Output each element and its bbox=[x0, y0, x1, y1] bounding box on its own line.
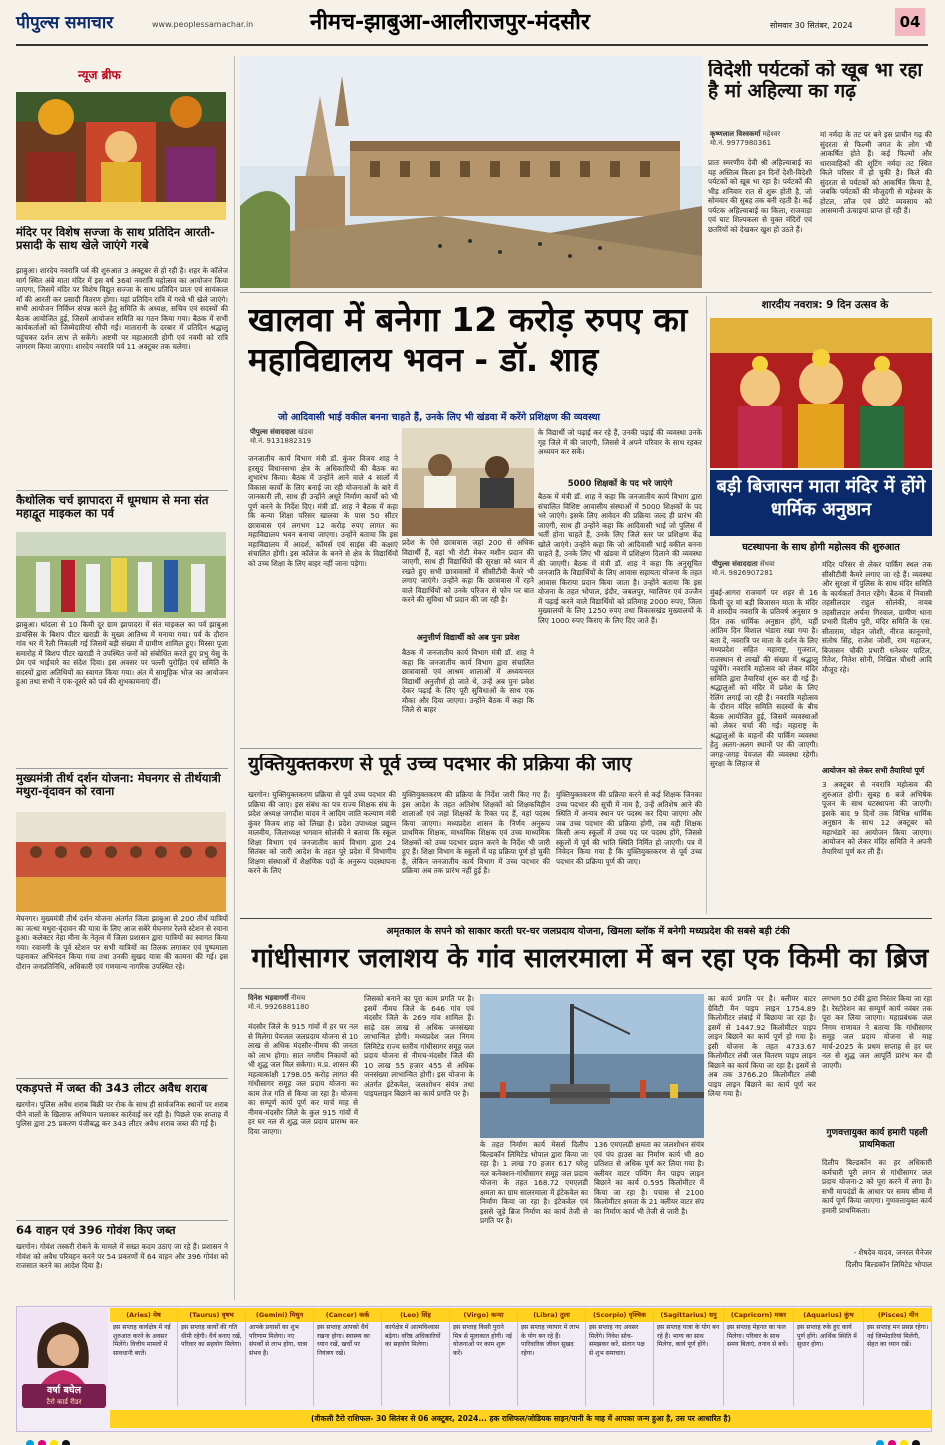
bridge-subhead: गुणवत्तायुक्त कार्य हमारी पहली प्राथमिकता bbox=[826, 1128, 928, 1150]
bijasan-byline-mobile: मो.नं. 9826907281 bbox=[712, 569, 774, 577]
brief-5-headline: 64 वाहन एवं 396 गोवंश किए जब्त bbox=[16, 1224, 176, 1237]
bridge-body-4: 136 एमएलडी क्षमता का जलशोधन संयंत्र एवं पंप हाउस का निर्माण कार्य भी 80 प्रतिशत से अधिक पूर्ण कर लिया गया है। क्लीयर वाटर पम्पिंग मैन पाइप लाइन बिछाने का कार्य 0.595 किलोमीटर में किया जा रहा है। पचास से 2100 किलोमीटर क्षमता के 21 क्लीयर वाटर संप का निर्माण कार्य भी तेजी से जारी है। bbox=[594, 1140, 704, 1216]
college-body-5: बैठक में मंत्री डॉ. शाह ने कहा कि जनजातीय कार्य विभाग द्वारा संचालित विशिष्ट आवासीय संस्थाओं में 5000 शिक्षकों के पद भरे जाएंगे। इसके लिए आवेदन की प्रक्रिया जल्द ही प्रारंभ की जाएगी, साथ ही उन्होंने कहा कि आदिवासी भाई जो पुलिस में भर्ती होना चाहते हैं, उनके लिए जिले स्तर पर प्रशिक्षण केंद्र खोले जाएंगे। उन्होंने कहा कि जो आदिवासी भाई वकील बनना चाहते हैं, उनके लिए भी खंडवा में प्रशिक्षण दिलाने की व्यवस्था की जाएगी। बैठक में मंत्री डॉ. शाह ने कहा कि अनुसूचित जनजाति के विद्यार्थियों के लिए आवास सहायता योजना के तहत आवास किराया प्रदान किया जाता है। उन्होंने बताया कि इस योजना के तहत भोपाल, इंदौर, जबलपुर, ग्वालियर एवं उज्जैन में पढ़ाई करने वाले विद्यार्थियों को प्रतिमाह 2000 रुपए, जिला मुख्यालयों के लिए 1250 रुपए तथा विकासखंड मुख्यालयों के लिए 1000 रुपए किराए के लिए दिए जाते हैं। bbox=[538, 492, 702, 625]
zodiac-capricorn bbox=[724, 1308, 794, 1406]
rationalization-body-3: युक्तियुक्तकरण की प्रक्रिया करने से कई शिक्षक जिनका उच्च पदभार की सूची में नाम है, उन्हें अतिशेष आने की स्थिति में अन्यत्र स्थान पर पदस्थ कर दिया जाएगा और जब उच्च पदभार की प्रक्रिया होगी, तब वही शिक्षक किसी अन्य स्कूलों में उच्च पद पर पदस्थ होंगे, जिससे स्कूलों में पूर्व की भांति स्थिति निर्मित हो जाएगी। पत्र में निवेदन किया गया है कि युक्तियुक्तकरण से पूर्व उच्च पदभार की प्रक्रिया पूर्ण की जाए। bbox=[556, 790, 702, 866]
masthead bbox=[0, 0, 945, 46]
tourism-body-2: मां नर्मदा के तट पर बने इस प्राचीन गढ़ की सुंदरता से फिल्मी जगत के लोग भी आकर्षित होते हैं। कई फिल्मों और धारावाहिकों की शूटिंग नर्मदा तट स्थित किले परिसर में हो चुकी है। किले की सुंदरता से पर्यटकों को आकर्षित किया है, जबकि पर्यटकों की मौजूदगी से महेश्वर के होटल, लॉज एवं छोटे व्यवसाय को आसमानी ऊंचाइयां प्राप्त हो रही हैं। bbox=[820, 130, 932, 215]
zodiac-leo-name: (Leo) सिंह bbox=[382, 1308, 449, 1322]
college-body-3: बैठक में जनजातीय कार्य विभाग मंत्री डॉ. शाह ने कहा कि जनजातीय कार्य विभाग द्वारा संचालित छात्रावासों एवं आश्रम शालाओं में अध्ययनरत विद्यार्थी अनुत्तीर्ण हो जाते थे, उन्हें अब पुनः प्रवेश देकर पढ़ाई के लिए पूरी सुविधाओं के साथ एक मौका और दिया जाएगा। उन्होंने बैठक में कहा कि जिले से बाहर bbox=[402, 648, 534, 714]
bridge-quote-org: दिलीप बिल्डकॉन लिमिटेड भोपाल bbox=[845, 1260, 932, 1269]
college-byline-name: पीपुल्स संवाददाता bbox=[250, 428, 296, 436]
bridge-byline-name: दिनेश भड़वागर्गी bbox=[248, 994, 289, 1002]
zodiac-pisces-text: इस सप्ताह मन प्रसन्न रहेगा। नई जिम्मेदारियां मिलेंगी, सेहत का ध्यान रखें। bbox=[867, 1324, 929, 1349]
rationalization-body-1: खरगोन। युक्तियुक्तकरण प्रक्रिया से पूर्व उच्च पदभार की प्रक्रिया की जाए। इस संबंध का पत्र राज्य शिक्षक संघ के प्रदेश अध्यक्ष जगदीश यादव ने आदिम जाति कल्याण मंत्री कुंवर विजय शाह को लिखा है। प्रदेश उपाध्यक्ष प्रद्युम्न मालवीय, जिलाध्यक्ष भगवान सोलंकी ने बताया कि स्कूल शिक्षा विभाग एवं जनजातीय कार्य विभाग द्वारा 24 सितंबर को जारी आदेश के तहत पूरे प्रदेश में विभागीय शिक्षण संस्थाओं में शैक्षणिक पदों के अनुरूप पदस्थापना करने के लिए bbox=[248, 790, 396, 875]
masthead-site[interactable]: www.peoplessamachar.in bbox=[152, 20, 254, 29]
college-headline: खालवा में बनेगा 12 करोड़ रुपए का महाविद्यालय भवन - डॉ. शाह bbox=[248, 300, 688, 379]
astrologer-name: वर्षा बघेल bbox=[46, 1385, 82, 1396]
rationalization-body-2: युक्तियुक्तकरण की प्रक्रिया के निर्देश जारी किए गए हैं। इस आदेश के तहत अतिशेष शिक्षकों को शिक्षकविहीन शालाओं एवं जहां शिक्षकों के रिक्त पद हैं, वहां पदस्थ किया जाएगा। मध्यप्रदेश शासन के निर्णय अनुरूप प्राथमिक शिक्षक, माध्यमिक शिक्षक एवं उच्च माध्यमिक शिक्षकों को उच्च पदभार प्रदान करने के निर्देश भी जारी हुए हैं। शिक्षा विभाग के स्कूलों में यह प्रक्रिया पूर्ण हो चुकी है, लेकिन जनजातीय कार्य विभाग में उच्च पदभार की प्रक्रिया अब तक प्रारंभ नहीं हुई है। bbox=[402, 790, 550, 875]
temple-decoration-photo bbox=[16, 92, 226, 220]
edition-title: नीमच-झाबुआ-आलीराजपुर-मंदसौर bbox=[310, 10, 590, 35]
zodiac-virgo-name: (Virgo) कन्या bbox=[450, 1308, 517, 1322]
brief-1-body: झाबुआ। शारदेय नवरात्रि पर्व की शुरुआत 3 अक्टूबर से हो रही है। शहर के कॉलेज मार्ग स्थित अंबे माता मंदिर में इस वर्ष 36वां नवरात्रि महोत्सव का आयोजन किया जाएगा, जिसमें मंदिर पर विशेष विद्युत सज्जा के साथ प्रतिदिन प्रातः एवं सायंकाल माँ की आरती कर प्रसादी वितरण होगा। यहां प्रतिदिन रात्रि में गरबे भी खेले जाएंगे। सभी आयोजन निर्विघ्न संपन्न करने हेतु समिति के अध्यक्ष, सचिव एवं सदस्यों की बैठक आयोजित हुई, जिसमें आयोजन समिति का गठन किया गया। बैठक में सभी कार्यकर्ताओं को जिम्मेदारियां सौंपी गईं। मातारानी के दरबार में प्रतिदिन श्रद्धालु पहुंचकर दर्शन लाभ ले सकेंगे। अष्टमी पर महाआरती होगी एवं नवमी को रात्रि जागरण किया जाएगा। शारदेय नवरात्रि पर्व 11 अक्टूबर तक चलेगा। bbox=[16, 266, 228, 351]
bridge-quote-by: - शैषदेव यादव, जनरल मैनेजर bbox=[853, 1248, 932, 1257]
bijasan-headline: बड़ी बिजासन माता मंदिर में होंगे धार्मिक अनुष्ठान bbox=[716, 476, 926, 520]
zodiac-aries-name: (Aries) मेष bbox=[110, 1308, 177, 1322]
zodiac-pisces bbox=[864, 1308, 932, 1406]
zodiac-cancer bbox=[314, 1308, 382, 1406]
tourism-byline-mobile: मो.नं. 9977980361 bbox=[710, 139, 772, 147]
bijasan-byline bbox=[712, 560, 822, 584]
zodiac-pisces-name: (Pisces) मीन bbox=[864, 1308, 932, 1322]
bridge-body-3: के तहत निर्माण कार्य मेसर्स दिलीप बिल्डकॉन लिमिटेड भोपाल द्वारा किया जा रहा है। 1 लाख 70 हजार 617 घरेलू नल कनेक्शन-गांधीसागर समूह जल प्रदाय योजना के तहत 168.72 एमएलडी क्षमता का ग्राम सालरमाला में इंटेकवेल का निर्माण किया जा रहा है। इंटेकवेल एवं इससे जुड़े ब्रिज निर्माण का कार्य तेजी से प्रगति पर है। bbox=[480, 1140, 588, 1225]
brief-3-headline: मुख्यमंत्री तीर्थ दर्शन योजना: मेघनगर से तीर्थयात्री मथुरा-वृंदावन को रवाना bbox=[16, 772, 221, 798]
zodiac-sagittarius-name: (Sagittarius) धनु bbox=[654, 1308, 723, 1322]
zodiac-aries-text: इस सप्ताह कार्यक्षेत्र में नई शुरुआत करने के अवसर मिलेंगे। वित्तीय मामलों में सावधानी बरतें। bbox=[113, 1324, 171, 1357]
tourism-byline-place: महेश्वर bbox=[762, 130, 781, 138]
brief-2-body: झाबुआ। थांदला से 10 किमी दूर ग्राम झापादरा में संत माइकल का पर्व झाबुआ डायसिस के बिशप पीटर खराडी के मुख्य आतिथ्य में मनाया गया। पर्व के दौरान गांव भर में रैली निकाली गई जिसमें बड़ी संख्या में ग्रामीण शामिल हुए। मिस्सा पूजा समारोह में बिशप पीटर खराडी ने उपस्थित जनों को संबोधित करते हुए प्रभु येसु के प्रेम एवं भाईचारे का संदेश दिया। इस अवसर पर पल्ली पुरोहित एवं समिति के सदस्यों द्वारा अतिथियों का स्वागत किया गया। अंत में सामूहिक भोज का आयोजन हुआ तथा सभी ने एक-दूसरे को पर्व की शुभकामनाएं दीं। bbox=[16, 620, 228, 686]
astrologer-title: टैरो कार्ड रीडर bbox=[46, 1398, 82, 1406]
zodiac-capricorn-name: (Capricorn) मकर bbox=[724, 1308, 793, 1322]
zodiac-leo-text: कार्यक्षेत्र में आत्मविश्वास बढ़ेगा। वरिष्ठ अधिकारियों का सहयोग मिलेगा। bbox=[385, 1324, 441, 1349]
bridge-byline bbox=[248, 994, 358, 1018]
zodiac-aries bbox=[110, 1308, 178, 1406]
zodiac-libra-text: इस सप्ताह व्यापार में लाभ के योग बन रहे हैं। पारिवारिक जीवन सुखद रहेगा। bbox=[521, 1324, 580, 1357]
college-body-1: जनजातीय कार्य विभाग मंत्री डॉ. कुंवर विजय शाह ने हरसूद विधानसभा क्षेत्र के अधिकारियों की बैठक का शुभारंभ किया। बैठक में उन्होंने आने वाले 4 सालों में विकास कार्यों के लिए बनाई जा रही योजनाओं के बारे में जानकारी ली, साथ ही उन्होंने अधूरे निर्माण कार्यों को भी पूर्ण करने के निर्देश दिए। मंत्री डॉ. शाह ने बैठक में कहा कि कन्या शिक्षा परिसर खालवा के पास 50 सीटर छात्रावास एवं लगभग 12 करोड़ रुपए लागत का महाविद्यालय भवन बनाया जाएगा। उन्होंने बताया कि इस महाविद्यालय में आदर्श, कॉमर्स एवं साइंस की कक्षाएं संचालित होंगी। इस कॉलेज के बनने से क्षेत्र के विद्यार्थियों को उच्च शिक्षा के लिए बाहर नहीं जाना पड़ेगा। bbox=[248, 454, 398, 568]
college-byline-mobile: मो.नं. 9131882319 bbox=[250, 437, 312, 445]
zodiac-leo bbox=[382, 1308, 450, 1406]
zodiac-virgo bbox=[450, 1308, 518, 1406]
bridge-body-6: लगभग 50 टंकी द्वारा निरंतर किया जा रहा है। रेस्टोरेशन का सम्पूर्ण कार्य नवंबर तक पूरा कर लिया जाएगा। महाप्रबंधक जल निगम राणावत ने बताया कि गांधीसागर समूह जल प्रदाय योजना से माह मार्च-2025 के प्रथम सप्ताह से हर घर नल से शुद्ध जल आपूर्ति प्रारंभ कर दी जाएगी। bbox=[822, 994, 932, 1070]
bijasan-subhead: घटस्थापना के साथ होगी महोत्सव की शुरुआत bbox=[742, 542, 900, 553]
zodiac-libra bbox=[518, 1308, 586, 1406]
zodiac-cancer-text: इस सप्ताह आपको धैर्य रखना होगा। स्वास्थ्य का ध्यान रखें, खर्चों पर नियंत्रण रखें। bbox=[317, 1324, 370, 1357]
brief-4-headline: एकड़पत्ते में जब्त की 343 लीटर अवैध शराब bbox=[16, 1082, 208, 1095]
college-subhead: जो आदिवासी भाई वकील बनना चाहते हैं, उनके लिए भी खंडवा में करेंगे प्रशिक्षण की व्यवस्था bbox=[278, 412, 600, 423]
zodiac-scorpio bbox=[586, 1308, 654, 1406]
college-subhead-3: 5000 शिक्षकों के पद भरे जाएंगे bbox=[567, 479, 673, 489]
tourism-byline-name: कृष्णलाल विश्वकर्मा bbox=[710, 130, 761, 138]
bridge-headline: गांधीसागर जलाशय के गांव सालरमाला में बन रहा एक किमी का ब्रिज bbox=[251, 944, 929, 974]
college-byline bbox=[250, 428, 400, 452]
print-registration-marks bbox=[0, 1434, 945, 1444]
zodiac-gemini-text: आपके प्रयासों का शुभ परिणाम मिलेगा। नए संपर्कों से लाभ होगा, यात्रा संभव है। bbox=[249, 1324, 308, 1357]
page-number: 04 bbox=[895, 8, 925, 36]
brief-1-headline: मंदिर पर विशेष सज्जा के साथ प्रतिदिन आरती-प्रसादी के साथ खेले जाएंगे गरबे bbox=[16, 226, 215, 252]
astrologer-name-box bbox=[22, 1384, 106, 1408]
zodiac-scorpio-text: इस सप्ताह नए अवसर मिलेंगे। निवेश सोच-समझकर करें, संतान पक्ष से शुभ समाचार। bbox=[589, 1324, 645, 1357]
masthead-logo: पीपुल्स समाचार bbox=[16, 13, 114, 33]
bridge-byline-mobile: मो.नं. 9926881180 bbox=[248, 1003, 310, 1011]
zodiac-taurus-name: (Taurus) वृषभ bbox=[178, 1308, 245, 1322]
bridge-body-7: दिलीप बिल्डकॉन का हर अधिकारी कर्मचारी पूरी लगन से गांधीसागर जल प्रदाय योजना-2 को पूरा करने में लगा है। सभी मापदंडों के आधार पर समय सीमा में कार्य पूर्ण किया जाएगा। गुणवत्तायुक्त कार्य हमारी प्राथमिकता। bbox=[822, 1158, 932, 1215]
brief-5-body: खरगोन। गोवंश तस्करी रोकने के मामले में सख्त कदम उठाए जा रहे हैं। प्रशासन ने गोवंश को अवैध परिवहन करने पर 54 प्रकरणों में 64 वाहन और 396 गोवंश को राजसात करने का आदेश दिया है। bbox=[16, 1242, 228, 1270]
zodiac-taurus bbox=[178, 1308, 246, 1406]
bijasan-body-3: 3 अक्टूबर से नवरात्रि महोत्सव की शुरुआत होगी। सुबह 6 बजे अभिषेक पूजन के साथ घटस्थापना की जाएगी। इसके बाद 9 दिनों तक विभिन्न धार्मिक अनुष्ठान के साथ 12 अक्टूबर को महाभंडारे का आयोजन किया जाएगा। आयोजन को लेकर मंदिर समिति ने अपनी तैयारियां पूर्ण कर ली हैं। bbox=[822, 780, 932, 856]
maheshwar-fort-photo bbox=[240, 56, 702, 288]
zodiac-sagittarius bbox=[654, 1308, 724, 1406]
bridge-body-5: का कार्य प्रगति पर है। क्लीयर वाटर ग्रेविटी मैन पाइप लाइन 1754.89 किलोमीटर लंबाई में बिछाया जा रहा है। इसमें से 1447.92 किलोमीटर पाइप लाइन बिछाने का कार्य पूर्ण हो गया है। इसी योजना के तहत 4733.67 किलोमीटर लंबी जल वितरण पाइप लाइन बिछाने का कार्य किया जा रहा है। इसमें से अब तक 3766.20 किलोमीटर लंबी पाइप लाइन बिछाने का कार्य पूर्ण कर लिया गया है। bbox=[708, 994, 816, 1098]
masthead-date: सोमवार 30 सितंबर, 2024 bbox=[770, 21, 853, 30]
bridge-body-2: जिसको बनाने का पूरा काम प्रगति पर है। इसमें नीमच जिले के 646 गांव एवं मंदसौर जिले के 269 गांव शामिल हैं। साढ़े दस लाख से अधिक जनसंख्या लाभान्वित होगी। मध्यप्रदेश जल निगम लिमिटेड राज्य स्तरीय गांधीसागर समूह जल प्रदाय योजना से नीमच-मंदसौर जिले की 10 लाख 55 हजार 455 से अधिक जनसंख्या लाभान्वित होगी। इस योजना के अंतर्गत इंटेकवेल, जलशोधन संयंत्र तथा पाइपलाइन बिछाने का कार्य प्रगति पर है। bbox=[364, 994, 474, 1098]
bijasan-body-1: मुंबई-आगरा राजमार्ग पर शहर से 16 किमी दूर मां बड़ी बिजासन माता के मंदिर में शारदीय नवरात्रि के प्रतिवर्ष अनुसार 9 दिन तक धार्मिक अनुष्ठान होंगे, यहीं आंतिम दिन विशाल भंडारा रखा गया है। बता दें, नवरात्रि पर माता के दर्शन के लिए मध्यप्रदेश सहित महाराष्ट्र, गुजरात, राजस्थान से लाखों की संख्या में श्रद्धालु पहुंचेंगे। नवरात्रि महोत्सव को लेकर मंदिर समिति द्वारा तैयारियां शुरू कर दी गई हैं। श्रद्धालुओं को मंदिर में प्रवेश के लिए रेलिंग लगाई जा रही है। नवरात्रि महोत्सव के दौरान मंदिर समिति सदस्यों के बीच बैठक आयोजित हुई, जिसमें व्यवस्थाओं को लेकर चर्चा की गई। महाराष्ट्र के श्रद्धालुओं के वाहनों की पार्किंग व्यवस्था हेतु अलग-अलग स्थानों पर की जाएगी। जगह-जगह पेयजल की व्यवस्था रहेगी। सुरक्षा के लिहाज से bbox=[710, 588, 818, 768]
zodiac-gemini bbox=[246, 1308, 314, 1406]
zodiac-virgo-text: इस सप्ताह किसी पुराने मित्र से मुलाकात होगी। नई योजनाओं पर काम शुरू करें। bbox=[453, 1324, 512, 1357]
zodiac-taurus-text: इस सप्ताह कार्यों की गति धीमी रहेगी। धैर्य बनाए रखें, परिवार का सहयोग मिलेगा। bbox=[181, 1324, 242, 1349]
pilgrims-group-photo bbox=[16, 812, 226, 912]
minister-meeting-photo bbox=[402, 428, 534, 536]
zodiac-scorpio-name: (Scorpio) वृश्चिक bbox=[586, 1308, 653, 1322]
brief-4-body: खरगोन। पुलिस अवैध शराब बिक्री पर रोक के साथ ही सार्वजनिक स्थानों पर शराब पीने वालों के खिलाफ अभियान चलाकर कार्रवाई कर रही है। पिछले एक सप्ताह में पुलिस द्वारा 25 प्रकरण पंजीबद्ध कर 343 लीटर अवैध शराब जब्त की गई है। bbox=[16, 1100, 228, 1128]
college-body-4: के विद्यार्थी जो पढ़ाई कर रहे हैं, उनकी पढ़ाई की व्यवस्था उनके गृह जिले में की जाएगी, जिससे वे अपने परिवार के साथ रहकर अध्ययन कर सकें। bbox=[538, 428, 702, 456]
zodiac-cancer-name: (Cancer) कर्क bbox=[314, 1308, 381, 1322]
zodiac-aquarius-text: इस सप्ताह रुके हुए कार्य पूर्ण होंगे। आर्थिक स्थिति में सुधार होगा। bbox=[797, 1324, 857, 1349]
college-body-2: प्रदेश के ऐसे छात्रावास जहां 200 से अधिक विद्यार्थी हैं, वहां भी रोटी मेकर मशीन प्रदान की जाएगी, साथ ही विद्यार्थियों की सुरक्षा को ध्यान में रखते हुए सभी छात्रावासों में सीसीटीवी कैमरे भी लगाए जाएंगे। उन्होंने कहा कि छात्रावास में रहने वाले विद्यार्थियों को उनके परिजन से फोन पर बात करने की सुविधा भी प्रदान की जा रही है। bbox=[402, 538, 534, 604]
brief-2-headline: कैथोलिक चर्च झापादरा में धूमधाम से मना संत महाद्वूत माइकल का पर्व bbox=[16, 494, 209, 520]
tourism-body-1: प्रातः स्मरणीय देवी श्री अहिल्याबाई का यह अस्तित्व किला इन दिनों देशी-विदेशी पर्यटकों को खूब भा रहा है। पर्यटकों की भीड़ शनिवार रात से शुरू होती है, जो सोमवार की सुबह तक बनी रहती है। कई पर्यटक अहिल्याबाई का किला, राजवाड़ा एवं घाट शिल्पकला से युक्त मंदिरों एवं छतरियों को देखकर खुश हो उठते हैं। bbox=[708, 158, 812, 234]
bridge-construction-photo bbox=[480, 994, 704, 1138]
bijasan-byline-place: सेंधवा bbox=[759, 560, 775, 568]
horoscope-footer: (वीकली टैरो राशिफल- 30 सितंबर से 06 अक्टूबर, 2024... हक राशिफल/जोडियक साइन/पानी के माह में आपका जन्म हुआ है, उस पर आधारित है) bbox=[110, 1410, 932, 1428]
bijasan-body-2: मंदिर परिसर से लेकर पार्किंग स्थल तक सीसीटीवी कैमरे लगाए जा रहे हैं। व्यवस्था और सुरक्षा में पुलिस के साथ मंदिर समिति के कार्यकर्ता तैनात रहेंगे। बैठक में निवासी तहसीलदार राहुल सोलंकी, नायब तहसीलदार अर्चना गिरवाल, ग्रामीण थाना प्रभारी दिलीप पुरी, मंदिर समिति के एस. सीताराम, मोहन जोशी, नीरज कानूनगो, संतोष सिंह, राजेश जोशी, राम महाजन, बिजासन चौकी प्रभारी धनेश्वर पाटिल, रितेश, नितेश सोनी, निखिल चौधरी आदि मौजूद रहे। bbox=[822, 560, 932, 674]
college-subhead-2: अनुत्तीर्ण विद्यार्थी को अब पुनः प्रवेश bbox=[416, 633, 520, 642]
zodiac-sagittarius-text: इस सप्ताह यात्रा के योग बन रहे हैं। भाग्य का साथ मिलेगा, कार्य पूर्ण होंगे। bbox=[657, 1324, 720, 1349]
church-procession-photo bbox=[16, 532, 226, 618]
zodiac-aquarius-name: (Aquarius) कुंभ bbox=[794, 1308, 863, 1322]
bijasan-byline-name: पीपुल्स संवाददाता bbox=[712, 560, 758, 568]
zodiac-aquarius bbox=[794, 1308, 864, 1406]
news-brief-label: न्यूज ब्रीफ bbox=[78, 68, 121, 82]
bridge-byline-place: नीमच bbox=[290, 994, 306, 1002]
zodiac-libra-name: (Libra) तुला bbox=[518, 1308, 585, 1322]
bridge-body-1: मंदसौर जिले के 915 गांवों में हर घर नल से मिलेगा पेयजल जलप्रदाय योजना से 10 लाख से अधिक मंदसौर-नीमच की जनता को लाभ होगा। सात नगरीय निकायों को भी शुद्ध जल मिल सकेगा। म.प्र. शासन की महत्वाकांक्षी 1798.05 करोड़ लागत की गांधीसागर समूह जल प्रदाय योजना का काम तेज गति से किया जा रहा है। योजना का सम्पूर्ण कार्य पूर्ण कर मार्च माह से नीमच-मंदसौर जिले के कुल 915 गांवों में हर घर नल से शुद्ध जल प्रदाय प्रारम्भ कर दिया जाएगा। bbox=[248, 1022, 358, 1136]
bijasan-headline-box bbox=[710, 470, 932, 536]
brief-3-body: मेघनगर। मुख्यमंत्री तीर्थ दर्शन योजना अंतर्गत जिला झाबुआ से 200 तीर्थ यात्रियों का जत्था मथुरा-वृंदावन की यात्रा के लिए आज सबेरे मेघनगर रेलवे स्टेशन से रवाना हुआ। कलेक्टर नेहा मीना के नेतृत्व में जिला प्रशासन द्वारा यात्रियों का स्वागत किया गया। रवानगी के पूर्व स्टेशन पर सभी यात्रियों का तिलक लगाकर एवं पुष्पमाला पहनाकर अभिनंदन किया गया तथा उनकी सुखद यात्रा की कामना की गई। इस दौरान जनप्रतिनिधि, अधिकारी एवं गणमान्य नागरिक उपस्थित रहे। bbox=[16, 914, 228, 971]
bridge-kicker: अमृतकाल के सपने को साकार करती घर-घर जलप्रदाय योजना, खिमला ब्लॉक में बनेगी मध्यप्रदेश की सबसे बड़ी टंकी bbox=[386, 926, 790, 937]
tourism-headline: विदेशी पर्यटकों को खूब भा रहा है मां अहिल्या का गढ़ bbox=[708, 60, 923, 103]
zodiac-gemini-name: (Gemini) मिथुन bbox=[246, 1308, 313, 1322]
rationalization-headline: युक्तियुक्तकरण से पूर्व उच्च पदभार की प्रक्रिया की जाए bbox=[248, 754, 632, 775]
bijasan-kicker: शारदीय नवरात्र: 9 दिन उत्सव के bbox=[761, 299, 889, 311]
bijasan-subhead-2: आयोजन को लेकर सभी तैयारियां पूर्ण bbox=[822, 766, 925, 775]
college-byline-place: खंडवा bbox=[297, 428, 314, 436]
zodiac-capricorn-text: इस सप्ताह मेहनत का फल मिलेगा। परिवार के साथ समय बिताएं, तनाव से बचें। bbox=[727, 1324, 788, 1349]
bijasan-idol-photo bbox=[710, 318, 932, 468]
